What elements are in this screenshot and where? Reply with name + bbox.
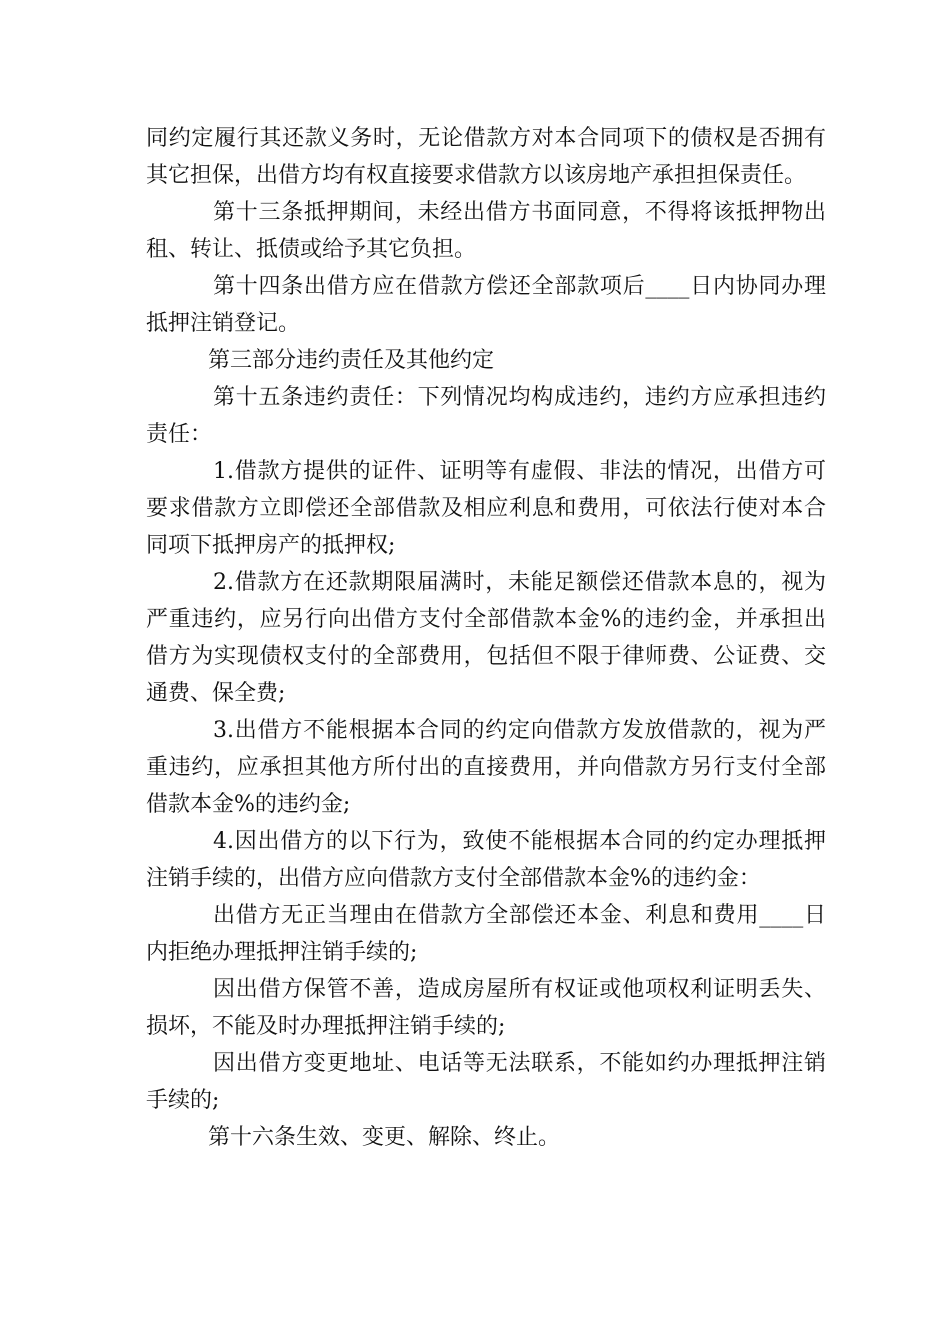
paragraph-item-1: 1.借款方提供的证件、证明等有虚假、非法的情况，出借方可要求借款方立即偿还全部借款及相应利息和费用，可依法行使对本合同项下抵押房产的抵押权; — [146, 459, 826, 558]
paragraph-article-16: 第十六条生效、变更、解除、终止。 — [208, 1125, 561, 1150]
section-heading-part-3: 第三部分违约责任及其他约定 — [208, 348, 495, 373]
paragraph-article-14: 第十四条出借方应在借款方偿还全部款项后____日内协同办理抵押注销登记。 — [146, 274, 826, 336]
paragraph-item-4: 4.因出借方的以下行为，致使不能根据本合同的约定办理抵押注销手续的，出借方应向借款方支付全部借款本金%的违约金： — [146, 829, 826, 891]
paragraph-sub-2: 因出借方保管不善，造成房屋所有权证或他项权利证明丢失、损坏，不能及时办理抵押注销手续的; — [146, 977, 826, 1039]
paragraph-item-3: 3.出借方不能根据本合同的约定向借款方发放借款的，视为严重违约，应承担其他方所付出的直接费用，并向借款方另行支付全部借款本金%的违约金; — [146, 718, 826, 817]
paragraph-article-13: 第十三条抵押期间，未经出借方书面同意，不得将该抵押物出租、转让、抵债或给予其它负担。 — [146, 200, 826, 262]
paragraph-sub-1: 出借方无正当理由在借款方全部偿还本金、利息和费用____日内拒绝办理抵押注销手续的; — [146, 903, 826, 965]
document-body — [146, 120, 826, 1156]
paragraph-item-2: 2.借款方在还款期限届满时，未能足额偿还借款本息的，视为严重违约，应另行向出借方支付全部借款本金%的违约金，并承担出借方为实现债权支付的全部费用，包括但不限于律师费、公证费、交通费、保全费; — [146, 570, 826, 706]
paragraph-continuation: 同约定履行其还款义务时，无论借款方对本合同项下的债权是否拥有其它担保，出借方均有权直接要求借款方以该房地产承担担保责任。 — [146, 126, 826, 188]
paragraph-sub-3: 因出借方变更地址、电话等无法联系，不能如约办理抵押注销手续的; — [146, 1051, 826, 1113]
paragraph-article-15: 第十五条违约责任：下列情况均构成违约，违约方应承担违约责任： — [146, 385, 826, 447]
